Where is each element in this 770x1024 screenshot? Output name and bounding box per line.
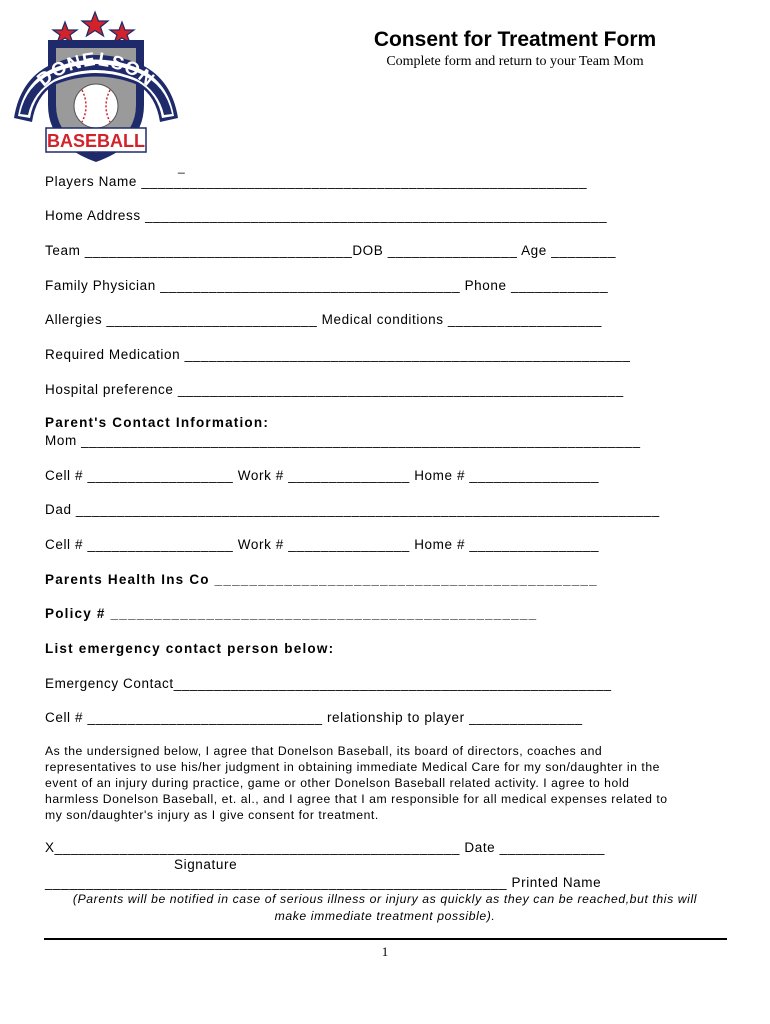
signature-date-row[interactable]: X__________________________________________________ Date _____________ (45, 840, 606, 855)
team-dob-age-row[interactable]: Team _________________________________DOB ________________ Age ________ (45, 243, 617, 258)
players-name-field[interactable]: Players Name _______________________________________________________ (45, 174, 588, 189)
mom-phone-row[interactable]: Cell # __________________ Work # _______________ Home # ________________ (45, 468, 600, 483)
logo-bottom-word: BASEBALL (47, 131, 145, 151)
policy-field[interactable]: Policy # _________________________________________________ (45, 606, 538, 621)
dad-field[interactable]: Dad ________________________________________________________________________ (45, 502, 660, 517)
dad-phone-row[interactable]: Cell # __________________ Work # _______________ Home # ________________ (45, 537, 600, 552)
footer-divider (44, 938, 727, 940)
logo-top-word: DONELSON (33, 48, 159, 92)
consent-line: harmless Donelson Baseball, et. al., and I agree that I am responsible for all medical expenses related to (45, 792, 668, 806)
notification-note (45, 891, 725, 925)
parents-contact-heading: Parent's Contact Information: (45, 415, 270, 430)
emergency-cell-relationship-row[interactable]: Cell # _____________________________ relationship to player ______________ (45, 710, 583, 725)
physician-phone-row[interactable]: Family Physician _____________________________________ Phone ____________ (45, 278, 609, 293)
signature-label: Signature (174, 857, 238, 872)
consent-line: my son/daughter's injury as I give consent for treatment. (45, 808, 379, 822)
note-line-1: (Parents will be notified in case of serious illness or injury as quickly as they can be reached,but this will (72, 892, 698, 906)
logo-text-overlay (10, 10, 184, 170)
stray-underscore: _ (178, 160, 185, 174)
required-medication-field[interactable]: Required Medication _______________________________________________________ (45, 347, 631, 362)
form-subtitle: Complete form and return to your Team Mom (386, 54, 644, 69)
emergency-contact-heading: List emergency contact person below: (45, 641, 335, 656)
svg-text:DONELSON (33, 49, 158, 91)
health-insurance-field[interactable]: Parents Health Ins Co ____________________________________________ (45, 572, 598, 587)
allergies-conditions-row[interactable]: Allergies __________________________ Medical conditions ___________________ (45, 312, 602, 327)
home-address-field[interactable]: Home Address _________________________________________________________ (45, 208, 608, 223)
consent-line: As the undersigned below, I agree that Donelson Baseball, its board of directors, coaches and (45, 744, 603, 758)
form-title: Consent for Treatment Form (373, 28, 657, 51)
consent-line: event of an injury during practice, game or other Donelson Baseball related activity. I agree to hold (45, 776, 630, 790)
note-line-2: make immediate treatment possible). (274, 909, 496, 923)
page-number: 1 (381, 944, 389, 959)
hospital-preference-field[interactable]: Hospital preference _______________________________________________________ (45, 382, 624, 397)
consent-line: representatives to use his/her judgment in obtaining immediate Medical Care for my son/daughter in the (45, 760, 660, 774)
mom-field[interactable]: Mom _____________________________________________________________________ (45, 433, 641, 448)
printed-name-row[interactable]: _________________________________________________________ Printed Name (45, 875, 602, 890)
consent-paragraph (45, 743, 725, 823)
emergency-contact-field[interactable]: Emergency Contact______________________________________________________ (45, 676, 612, 691)
